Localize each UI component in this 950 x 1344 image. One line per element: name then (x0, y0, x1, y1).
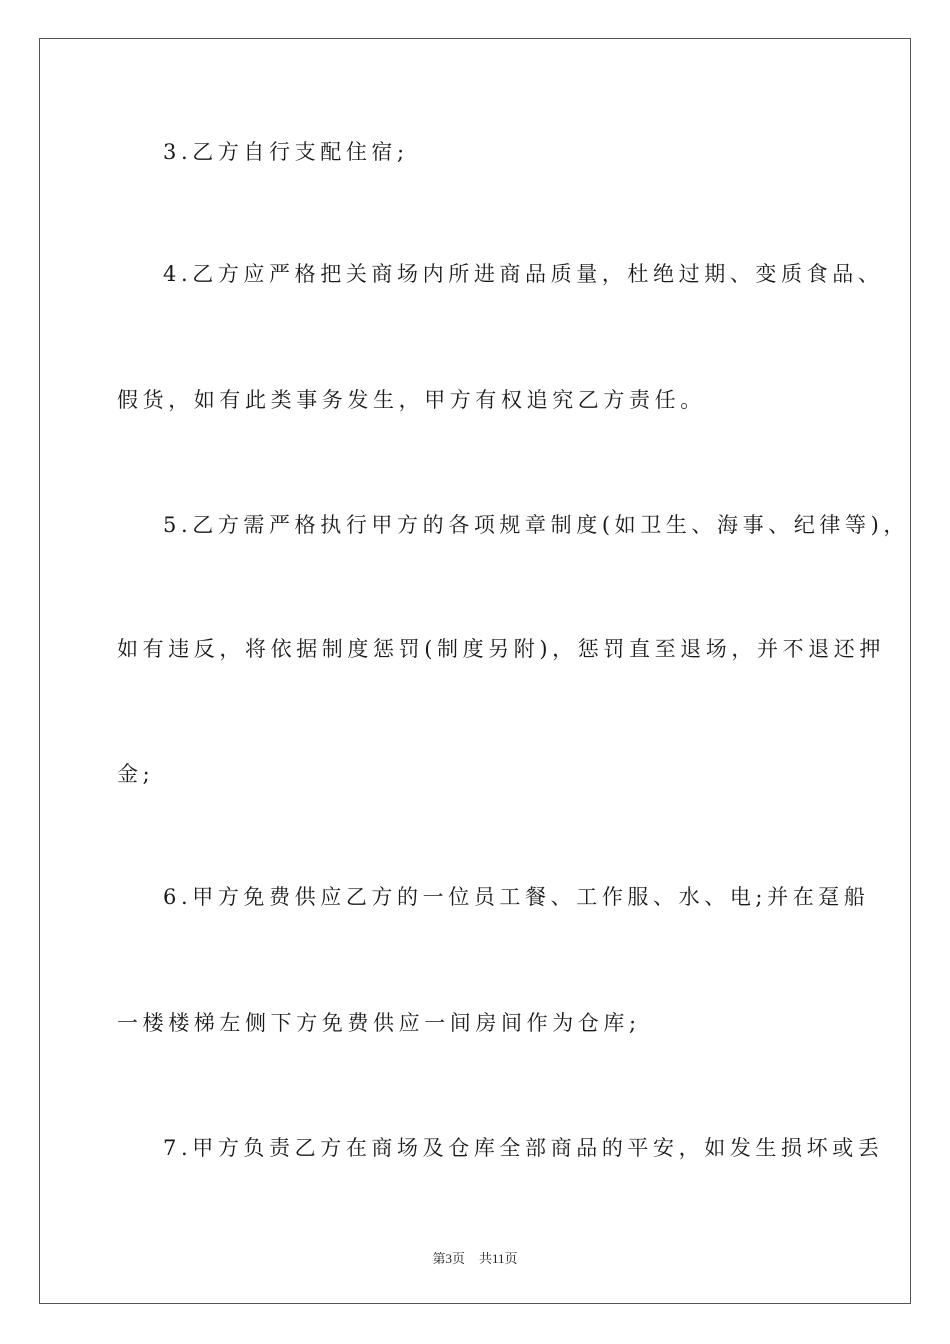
text-line-1: 3.乙方自行支配住宿; (163, 140, 409, 164)
text-line-2: 4.乙方应严格把关商场内所进商品质量，杜绝过期、变质食品、 (163, 262, 884, 286)
text-line-3: 假货，如有此类事务发生，甲方有权追究乙方责任。 (117, 388, 706, 412)
text-line-9: 7.甲方负责乙方在商场及仓库全部商品的平安，如发生损坏或丢 (163, 1136, 884, 1160)
page-footer (0, 1248, 950, 1267)
page-number: 第3页 (432, 1251, 465, 1266)
text-line-7: 6.甲方免费供应乙方的一位员工餐、工作服、水、电;并在趸船 (163, 885, 870, 909)
total-pages: 共11页 (478, 1251, 518, 1266)
text-line-4: 5.乙方需严格执行甲方的各项规章制度(如卫生、海事、纪律等)， (163, 513, 910, 537)
text-line-5: 如有违反，将依据制度惩罚(制度另附)，惩罚直至退场，并不退还押 (117, 637, 885, 661)
text-line-6: 金; (117, 762, 155, 786)
text-line-8: 一楼楼梯左侧下方免费供应一间房间作为仓库; (117, 1011, 641, 1035)
page-border (39, 38, 911, 1304)
